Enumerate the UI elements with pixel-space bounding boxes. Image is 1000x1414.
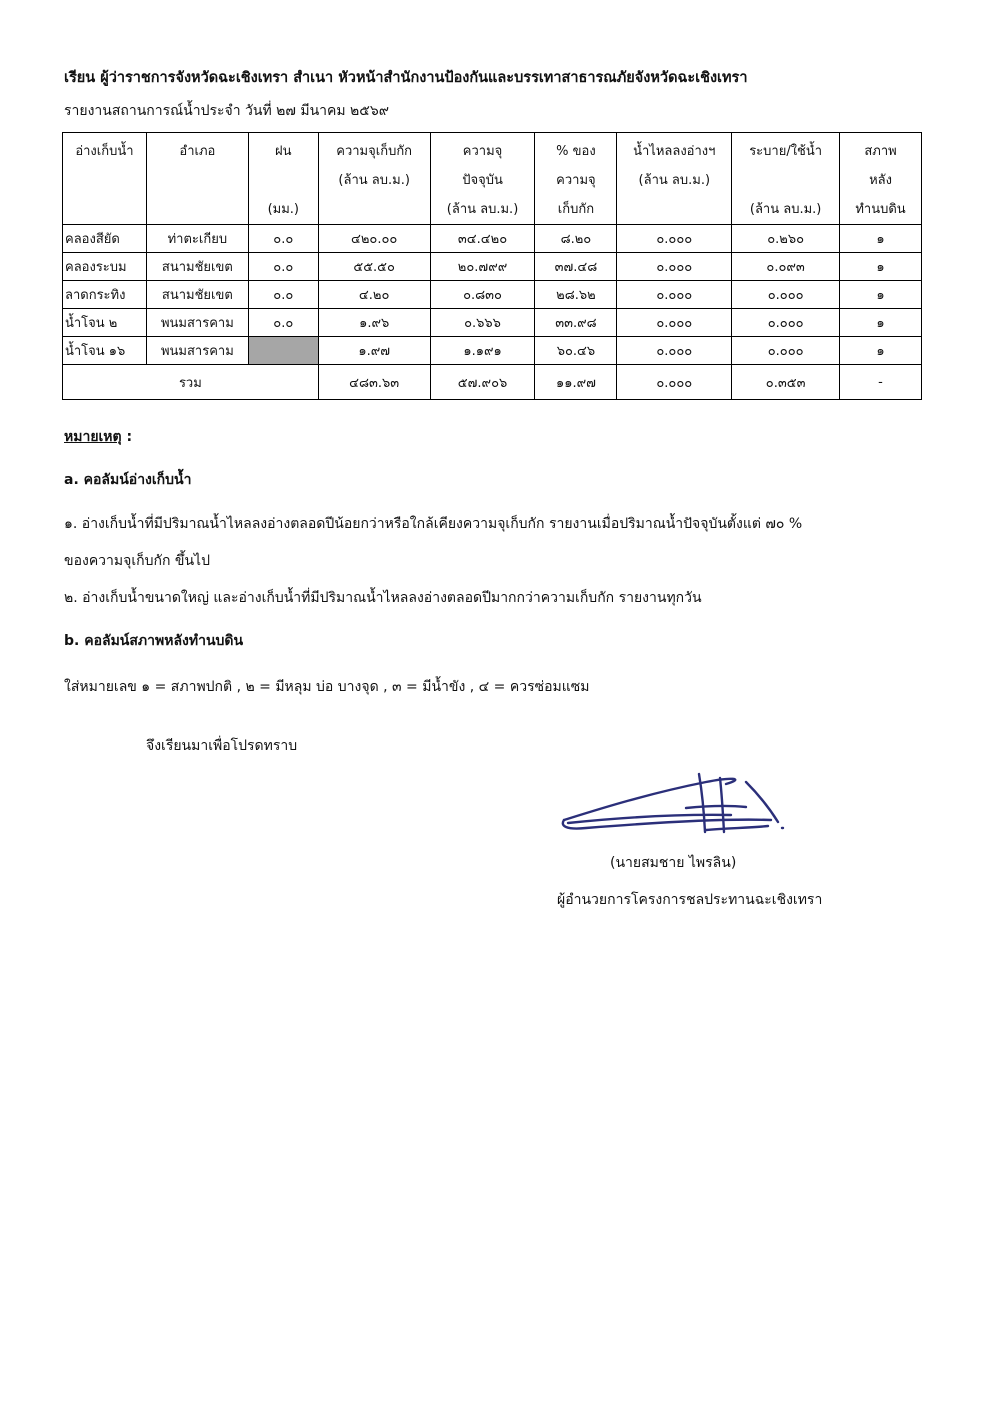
cell-rain: ๐.๐: [248, 253, 318, 281]
cell-district: พนมสารคาม: [146, 337, 248, 365]
cell-district: ท่าตะเกียบ: [146, 225, 248, 253]
cell-capacity: ๑.๙๖: [318, 309, 430, 337]
cell-percent: ๓๓.๙๘: [535, 309, 617, 337]
signer-title: ผู้อำนวยการโครงการชลประทานฉะเชิงเทรา: [557, 892, 823, 908]
cell-district: สนามชัยเขต: [146, 253, 248, 281]
cell-total-condition: -: [840, 365, 922, 400]
notes-heading: [64, 426, 132, 448]
cell-release: ๐.๐๐๐: [732, 337, 840, 365]
condition-legend: ใส่หมายเลข ๑ = สภาพปกติ , ๒ = มีหลุม บ่อ บางจุด , ๓ = มีน้ำขัง , ๔ = ควรซ่อมแซม: [64, 679, 590, 695]
report-subtitle: รายงานสถานการณ์น้ำประจำ วันที่ ๒๗ มีนาคม ๒๕๖๙: [64, 103, 390, 119]
cell-inflow: ๐.๐๐๐: [617, 253, 732, 281]
cell-percent: ๓๗.๔๘: [535, 253, 617, 281]
table-total-row: [63, 365, 922, 400]
header-inflow: น้ำไหลลงอ่างฯ (ล้าน ลบ.ม.): [617, 133, 732, 225]
notes-section-b: b. คอลัมน์สภาพหลังทำนบดิน: [64, 633, 244, 649]
cell-rain: ๐.๐: [248, 281, 318, 309]
notes-heading-colon: :: [121, 429, 133, 445]
cell-reservoir: น้ำโจน ๒: [63, 309, 147, 337]
signer-name: (นายสมชาย ไพรลิน): [610, 855, 737, 871]
note-item-1-line-1: ๑. อ่างเก็บน้ำที่มีปริมาณน้ำไหลลงอ่างตลอดปีน้อยกว่าหรือใกล้เคียงความจุเก็บกัก รายงานเมื่อปริมาณน้ำปัจจุบันตั้งแต่ ๗๐ %: [64, 516, 803, 532]
cell-current: ๓๔.๔๒๐: [430, 225, 535, 253]
cell-total-release: ๐.๓๕๓: [732, 365, 840, 400]
header-district: อำเภอ: [146, 133, 248, 225]
cell-total-percent: ๑๑.๙๗: [535, 365, 617, 400]
cell-total-inflow: ๐.๐๐๐: [617, 365, 732, 400]
table-header-row: [63, 133, 922, 225]
cell-condition: ๑: [840, 309, 922, 337]
closing-line: จึงเรียนมาเพื่อโปรดทราบ: [146, 738, 298, 754]
table-row: [63, 225, 922, 253]
cell-release: ๐.๒๖๐: [732, 225, 840, 253]
cell-inflow: ๐.๐๐๐: [617, 225, 732, 253]
header-rain: ฝน (มม.): [248, 133, 318, 225]
cell-capacity: ๕๕.๕๐: [318, 253, 430, 281]
cell-current: ๐.๘๓๐: [430, 281, 535, 309]
cell-capacity: ๔.๒๐: [318, 281, 430, 309]
table-row: [63, 253, 922, 281]
header-capacity: ความจุเก็บกัก (ล้าน ลบ.ม.): [318, 133, 430, 225]
notes-section-a: a. คอลัมน์อ่างเก็บน้ำ: [64, 472, 192, 488]
header-reservoir: อ่างเก็บน้ำ: [63, 133, 147, 225]
cell-reservoir: คลองสียัด: [63, 225, 147, 253]
cell-total-current: ๕๗.๙๐๖: [430, 365, 535, 400]
cell-condition: ๑: [840, 337, 922, 365]
cell-district: พนมสารคาม: [146, 309, 248, 337]
note-item-1-line-2: ของความจุเก็บกัก ขึ้นไป: [64, 553, 210, 569]
cell-current: ๐.๖๖๖: [430, 309, 535, 337]
cell-condition: ๑: [840, 225, 922, 253]
signature-image: [556, 768, 796, 840]
cell-percent: ๘.๒๐: [535, 225, 617, 253]
cell-rain-shaded: [248, 337, 318, 365]
header-percent: % ของ ความจุ เก็บกัก: [535, 133, 617, 225]
cell-current: ๒๐.๗๙๙: [430, 253, 535, 281]
cell-condition: ๑: [840, 253, 922, 281]
notes-heading-label: หมายเหตุ: [64, 429, 122, 445]
table-row: [63, 337, 922, 365]
cell-reservoir: น้ำโจน ๑๖: [63, 337, 147, 365]
table-row: [63, 281, 922, 309]
cell-capacity: ๔๒๐.๐๐: [318, 225, 430, 253]
table-row: [63, 309, 922, 337]
cell-inflow: ๐.๐๐๐: [617, 337, 732, 365]
cell-condition: ๑: [840, 281, 922, 309]
cell-release: ๐.๐๐๐: [732, 309, 840, 337]
header-release: ระบาย/ใช้น้ำ (ล้าน ลบ.ม.): [732, 133, 840, 225]
cell-inflow: ๐.๐๐๐: [617, 281, 732, 309]
cell-district: สนามชัยเขต: [146, 281, 248, 309]
cell-release: ๐.๐๙๓: [732, 253, 840, 281]
cell-total-capacity: ๔๘๓.๖๓: [318, 365, 430, 400]
cell-rain: ๐.๐: [248, 309, 318, 337]
cell-capacity: ๑.๙๗: [318, 337, 430, 365]
cell-percent: ๖๐.๔๖: [535, 337, 617, 365]
header-condition: สภาพ หลัง ทำนบดิน: [840, 133, 922, 225]
cell-percent: ๒๘.๖๒: [535, 281, 617, 309]
addressee-line: เรียน ผู้ว่าราชการจังหวัดฉะเชิงเทรา สำเนา หัวหน้าสำนักงานป้องกันและบรรเทาสาธารณภัยจังหวัดฉะเชิงเทรา: [64, 70, 748, 86]
note-item-2: ๒. อ่างเก็บน้ำขนาดใหญ่ และอ่างเก็บน้ำที่มีปริมาณน้ำไหลลงอ่างตลอดปีมากกว่าความเก็บกัก รายงานทุกวัน: [64, 590, 702, 606]
cell-release: ๐.๐๐๐: [732, 281, 840, 309]
cell-rain: ๐.๐: [248, 225, 318, 253]
reservoir-table: [62, 132, 922, 400]
cell-total-label: รวม: [63, 365, 319, 400]
cell-current: ๑.๑๙๑: [430, 337, 535, 365]
header-current: ความจุ ปัจจุบัน (ล้าน ลบ.ม.): [430, 133, 535, 225]
cell-inflow: ๐.๐๐๐: [617, 309, 732, 337]
cell-reservoir: ลาดกระทิง: [63, 281, 147, 309]
cell-reservoir: คลองระบม: [63, 253, 147, 281]
